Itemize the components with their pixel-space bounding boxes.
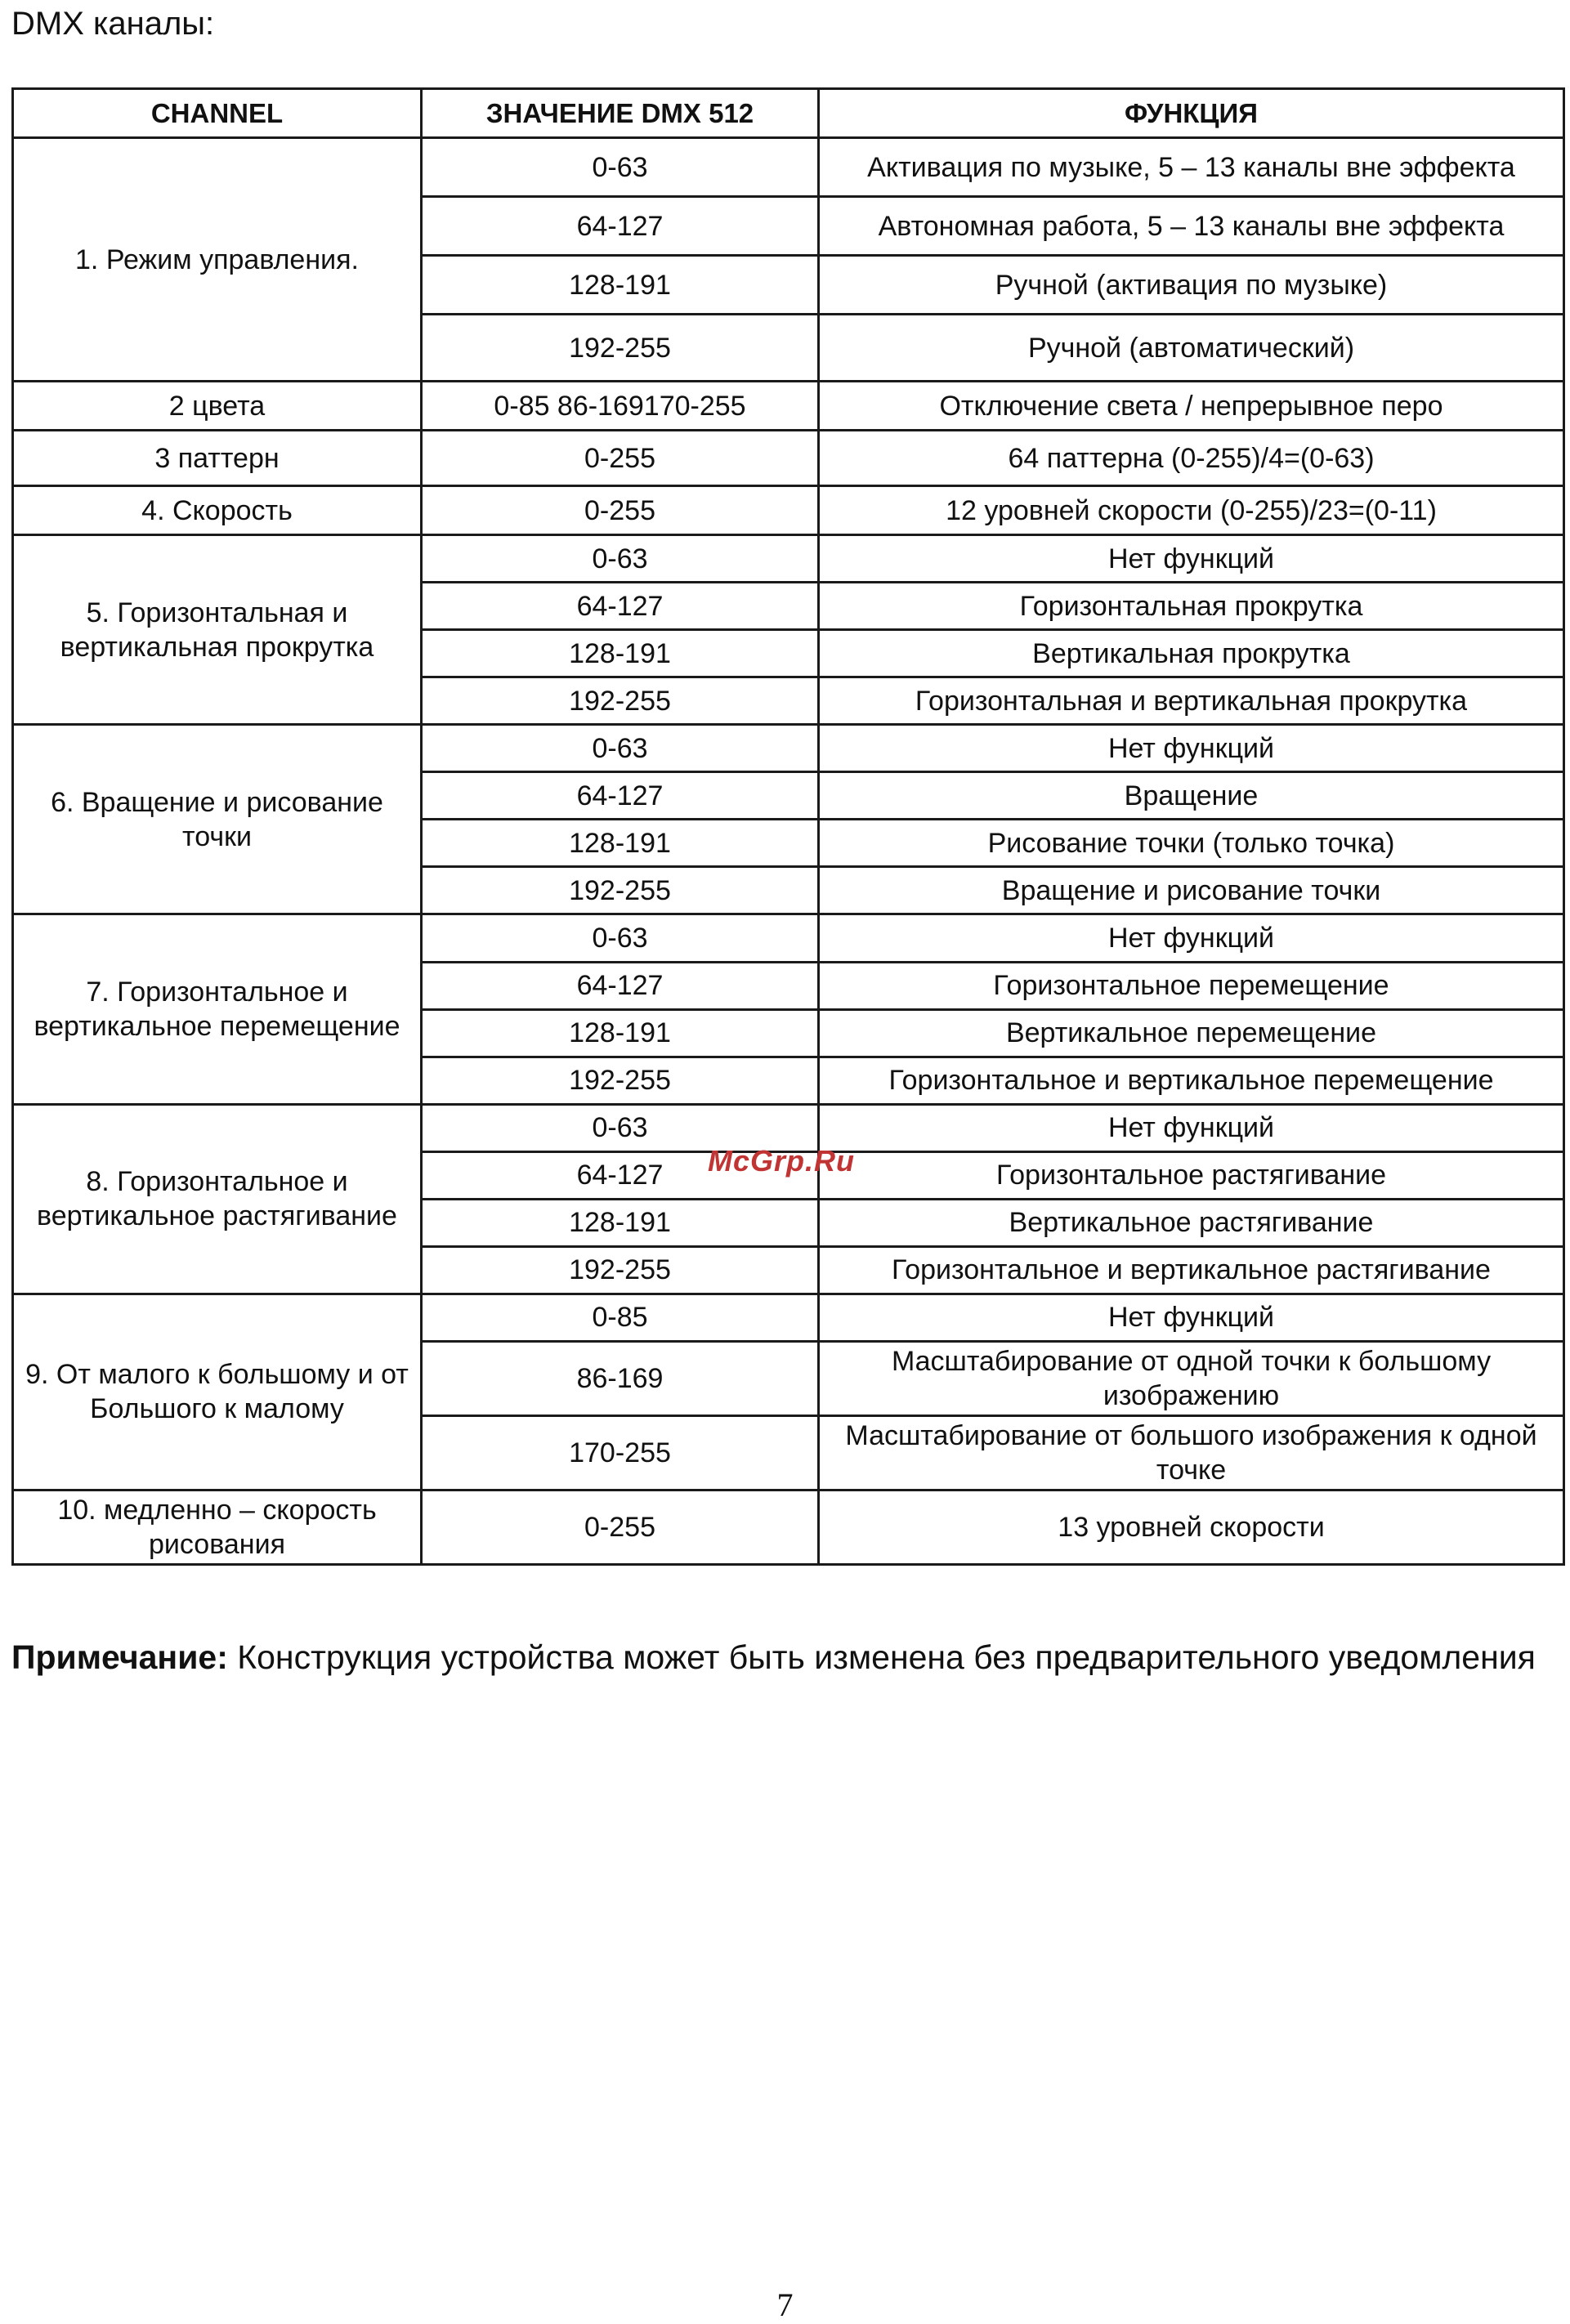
table-row <box>13 725 1564 772</box>
dmx-value-cell: 64-127 <box>422 583 819 630</box>
dmx-value-cell: 0-63 <box>422 914 819 962</box>
dmx-value-cell: 0-63 <box>422 535 819 583</box>
table-row <box>13 535 1564 583</box>
function-cell: Нет функций <box>819 535 1564 583</box>
page-number: 7 <box>776 2286 794 2323</box>
note-paragraph <box>11 1630 1548 1684</box>
dmx-value-cell: 128-191 <box>422 1199 819 1246</box>
function-cell: Горизонтальная и вертикальная прокрутка <box>819 677 1564 725</box>
function-cell: Нет функций <box>819 1294 1564 1341</box>
function-cell: 12 уровней скорости (0-255)/23=(0-11) <box>819 486 1564 535</box>
channel-cell: 1. Режим управления. <box>13 138 422 382</box>
table-row <box>13 138 1564 197</box>
dmx-value-cell: 0-63 <box>422 138 819 197</box>
table-row <box>13 431 1564 486</box>
function-cell: 64 паттерна (0-255)/4=(0-63) <box>819 431 1564 486</box>
channel-cell: 7. Горизонтальное и вертикальное перемещение <box>13 914 422 1104</box>
function-cell: Вращение и рисование точки <box>819 867 1564 914</box>
channel-cell: 9. От малого к большому и от Большого к малому <box>13 1294 422 1490</box>
dmx-value-cell: 0-63 <box>422 1104 819 1151</box>
dmx-value-cell: 170-255 <box>422 1415 819 1490</box>
header-dmx-value: ЗНАЧЕНИЕ DMX 512 <box>422 89 819 138</box>
function-cell: Ручной (автоматический) <box>819 315 1564 382</box>
function-cell: Масштабирование от одной точки к большому изображению <box>819 1341 1564 1415</box>
function-cell: 13 уровней скорости <box>819 1490 1564 1564</box>
function-cell: Масштабирование от большого изображения к одной точке <box>819 1415 1564 1490</box>
dmx-value-cell: 64-127 <box>422 962 819 1009</box>
function-cell: Вертикальное растягивание <box>819 1199 1564 1246</box>
table-body <box>13 138 1564 1565</box>
dmx-value-cell: 192-255 <box>422 1057 819 1104</box>
channel-cell: 4. Скорость <box>13 486 422 535</box>
channel-cell: 6. Вращение и рисование точки <box>13 725 422 914</box>
function-cell: Нет функций <box>819 725 1564 772</box>
table-row <box>13 1294 1564 1341</box>
dmx-value-cell: 192-255 <box>422 677 819 725</box>
channel-cell: 10. медленно – скорость рисования <box>13 1490 422 1564</box>
page-heading: DMX каналы: <box>11 6 215 42</box>
function-cell: Горизонтальное и вертикальное растягивание <box>819 1246 1564 1294</box>
function-cell: Ручной (активация по музыке) <box>819 256 1564 315</box>
channel-cell: 2 цвета <box>13 382 422 431</box>
dmx-value-cell: 0-63 <box>422 725 819 772</box>
channel-cell: 5. Горизонтальная и вертикальная прокрутка <box>13 535 422 725</box>
function-cell: Автономная работа, 5 – 13 каналы вне эффекта <box>819 197 1564 256</box>
dmx-value-cell: 64-127 <box>422 197 819 256</box>
dmx-value-cell: 64-127 <box>422 772 819 820</box>
function-cell: Вращение <box>819 772 1564 820</box>
dmx-value-cell: 128-191 <box>422 820 819 867</box>
function-cell: Горизонтальное растягивание <box>819 1151 1564 1199</box>
function-cell: Рисование точки (только точка) <box>819 820 1564 867</box>
function-cell: Горизонтальное и вертикальное перемещение <box>819 1057 1564 1104</box>
function-cell: Горизонтальное перемещение <box>819 962 1564 1009</box>
watermark-logo: McGrp.Ru <box>708 1144 856 1178</box>
dmx-value-cell: 192-255 <box>422 1246 819 1294</box>
dmx-value-cell: 0-85 86-169170-255 <box>422 382 819 431</box>
table-row <box>13 914 1564 962</box>
function-cell: Нет функций <box>819 1104 1564 1151</box>
table-header-row <box>13 89 1564 138</box>
dmx-value-cell: 128-191 <box>422 630 819 677</box>
function-cell: Вертикальная прокрутка <box>819 630 1564 677</box>
channel-cell: 3 паттерн <box>13 431 422 486</box>
dmx-value-cell: 0-255 <box>422 1490 819 1564</box>
function-cell: Активация по музыке, 5 – 13 каналы вне эффекта <box>819 138 1564 197</box>
function-cell: Нет функций <box>819 914 1564 962</box>
table-row <box>13 382 1564 431</box>
dmx-value-cell: 0-255 <box>422 486 819 535</box>
note-text: Конструкция устройства может быть изменена без предварительного уведомления <box>227 1638 1536 1676</box>
channel-cell: 8. Горизонтальное и вертикальное растягивание <box>13 1104 422 1294</box>
function-cell: Отключение света / непрерывное перо <box>819 382 1564 431</box>
dmx-channel-table <box>11 87 1565 1566</box>
function-cell: Горизонтальная прокрутка <box>819 583 1564 630</box>
dmx-value-cell: 192-255 <box>422 315 819 382</box>
table-row <box>13 1490 1564 1564</box>
dmx-value-cell: 0-255 <box>422 431 819 486</box>
dmx-value-cell: 128-191 <box>422 1009 819 1057</box>
dmx-value-cell: 0-85 <box>422 1294 819 1341</box>
function-cell: Вертикальное перемещение <box>819 1009 1564 1057</box>
dmx-value-cell: 64-127 <box>422 1151 819 1199</box>
dmx-value-cell: 192-255 <box>422 867 819 914</box>
header-channel: CHANNEL <box>13 89 422 138</box>
note-label: Примечание: <box>11 1638 228 1676</box>
table-row <box>13 486 1564 535</box>
header-function: ФУНКЦИЯ <box>819 89 1564 138</box>
dmx-value-cell: 86-169 <box>422 1341 819 1415</box>
dmx-value-cell: 128-191 <box>422 256 819 315</box>
